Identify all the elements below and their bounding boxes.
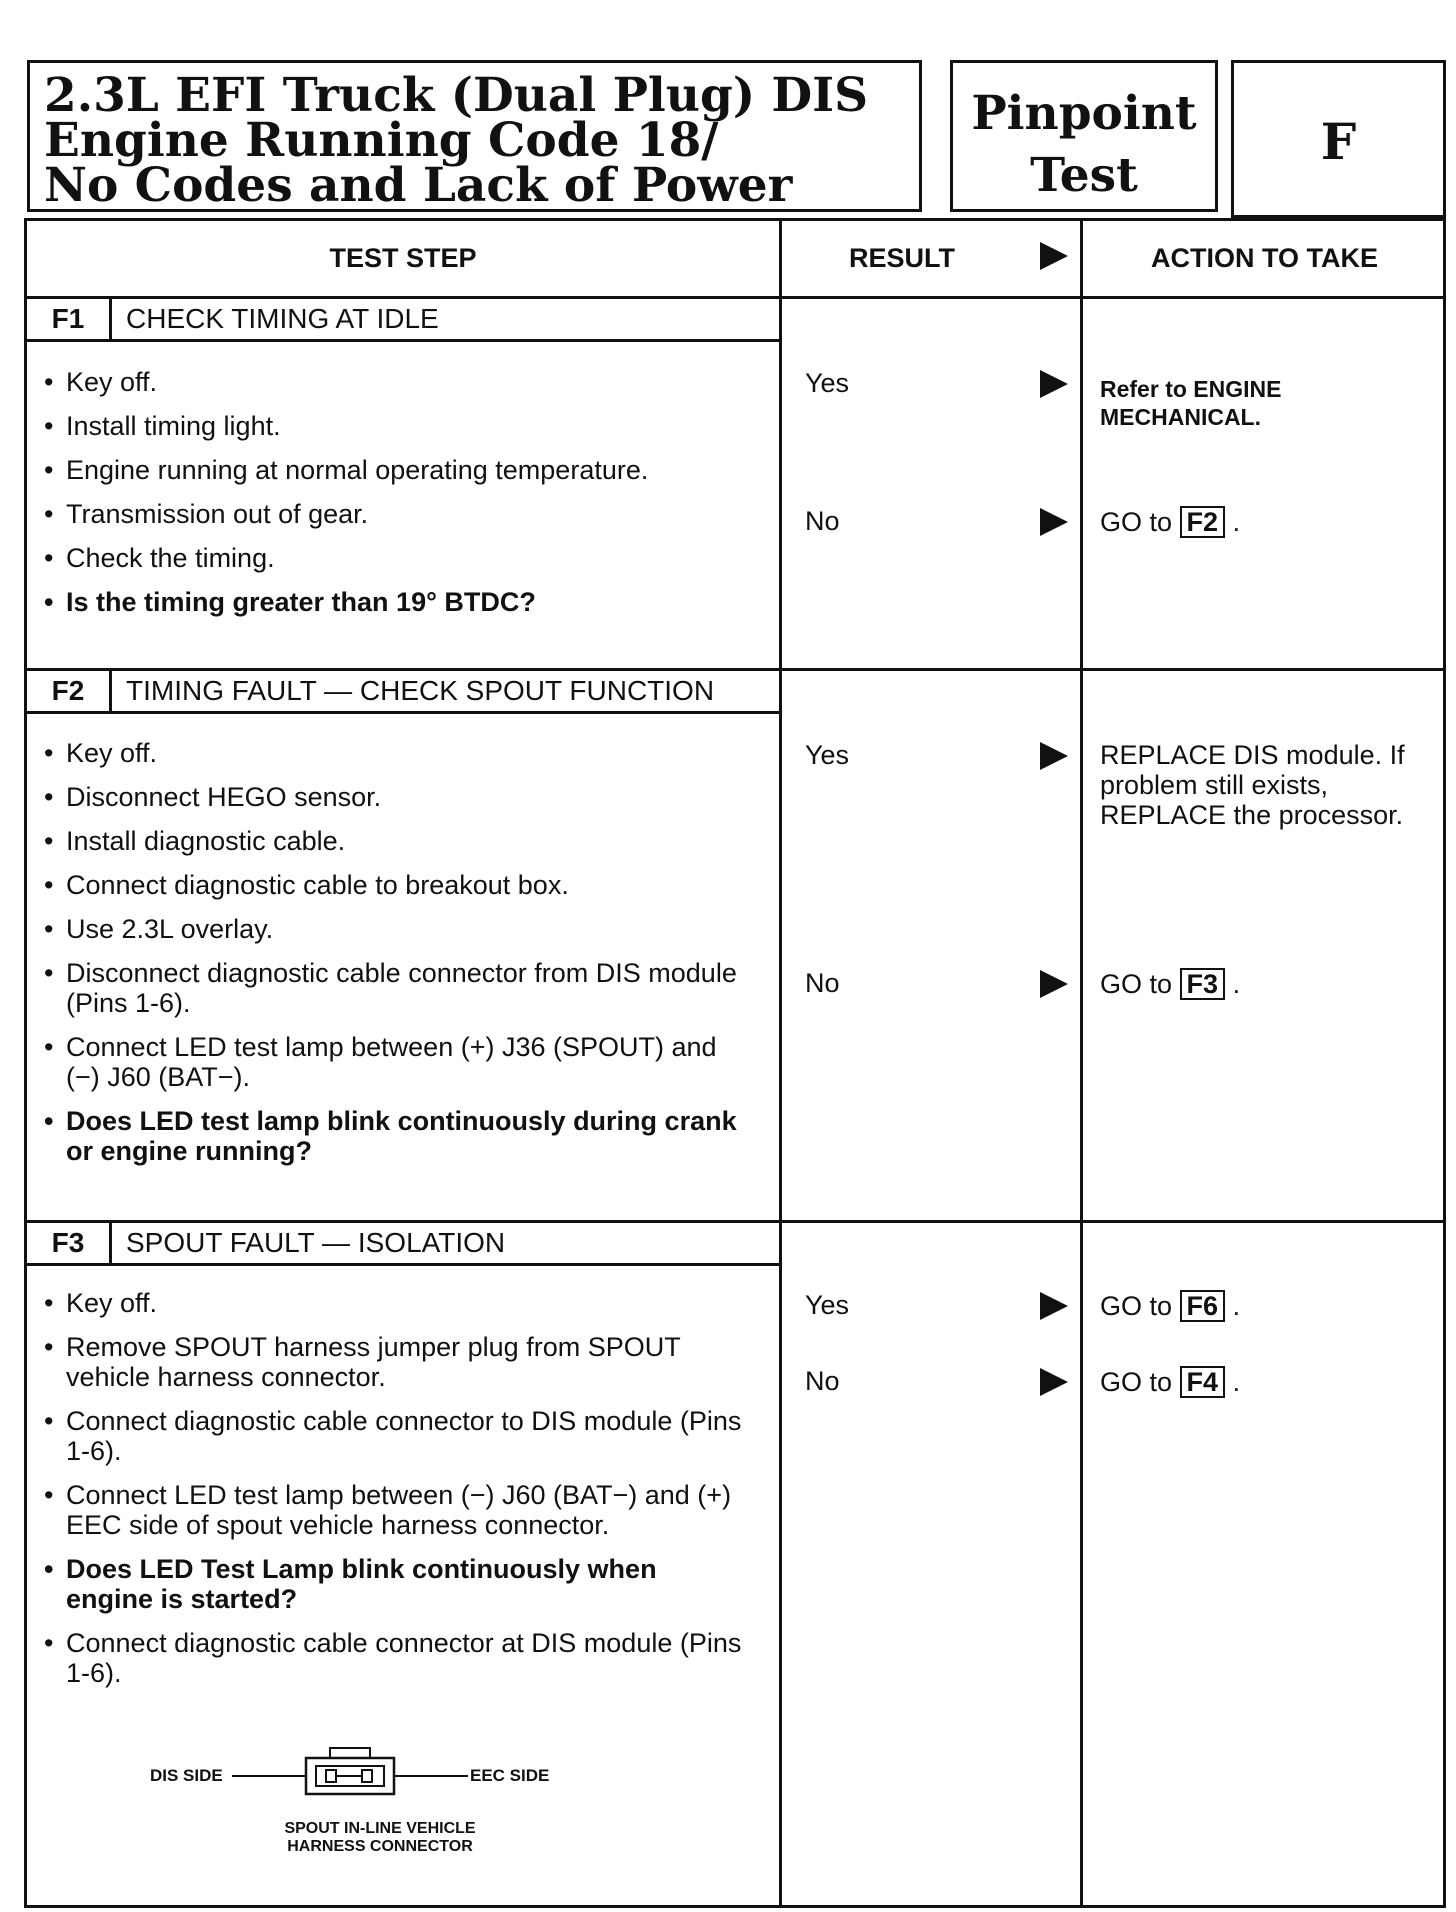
result-no: No [805,968,840,998]
action-go-to: GO to [1100,1367,1173,1397]
action-text: REPLACE DIS module. If problem still exists, REPLACE the processor. [1100,740,1405,830]
action-go-to: GO to [1100,1291,1173,1321]
list-item: • Connect diagnostic cable connector to DIS module (Pins 1-6). [44,1406,749,1466]
title-line-1: 2.3L EFI Truck (Dual Plug) DIS [44,68,869,123]
list-item: • Install timing light. [44,411,749,441]
arrow-icon [1040,1292,1068,1320]
step-label-f3 [27,1223,779,1266]
step-question: • Does LED Test Lamp blink continuously when engine is started? [44,1554,749,1614]
step-name: TIMING FAULT — CHECK SPOUT FUNCTION [126,675,715,706]
list-item: • Transmission out of gear. [44,499,749,529]
result-yes: Yes [805,740,850,770]
action-go-to: GO to [1100,507,1173,537]
arrow-icon [1040,970,1068,998]
list-item: • Engine running at normal operating temperature. [44,455,749,485]
dis-side-label: DIS SIDE [150,1766,223,1785]
column-divider-1 [779,218,782,1908]
action-go-to: GO to [1100,969,1173,999]
action-text: GO to F4 . [1100,1367,1241,1397]
action-text: GO to F2 . [1100,507,1241,537]
list-item: • Remove SPOUT harness jumper plug from SPOUT vehicle harness connector. [44,1332,749,1392]
step-question: • Is the timing greater than 19° BTDC? [44,587,749,617]
step-code: F2 [27,671,112,711]
list-item: • Key off. [44,1288,749,1318]
result-yes: Yes [805,1290,850,1320]
list-item: • Check the timing. [44,543,749,573]
step-ref-f6[interactable]: F6 [1180,1290,1226,1322]
step-question: • Does LED test lamp blink continuously during crank or engine running? [44,1106,749,1166]
caption-line-1: SPOUT IN-LINE VEHICLE [284,1820,476,1837]
result-heading: RESULT [849,243,955,273]
step-label-f2 [27,671,779,714]
action-text: GO to F3 . [1100,969,1241,999]
step-label-f1 [27,299,779,342]
arrow-icon [1040,508,1068,536]
column-divider-2 [1080,218,1083,1908]
caption-line-2: HARNESS CONNECTOR [287,1838,473,1855]
list-item: • Connect LED test lamp between (+) J36 (SPOUT) and (−) J60 (BAT−). [44,1032,749,1092]
step-name: SPOUT FAULT — ISOLATION [126,1227,506,1258]
step-ref-f3[interactable]: F3 [1180,968,1226,1000]
page-title [27,60,922,212]
list-item: • Key off. [44,367,749,397]
list-item: • Connect diagnostic cable connector at DIS module (Pins 1-6). [44,1628,749,1688]
list-item: • Use 2.3L overlay. [44,914,749,944]
title-line-2: Engine Running Code 18/ [44,113,719,168]
arrow-icon [1040,742,1068,770]
step-name: CHECK TIMING AT IDLE [126,303,439,334]
step-code: F1 [27,299,112,339]
connector-diagram [150,1744,570,1804]
test-step-heading: TEST STEP [329,243,477,273]
result-yes: Yes [805,368,850,398]
result-heading-arrow-icon [1040,242,1068,270]
title-line-3: No Codes and Lack of Power [44,158,793,213]
step-ref-f4[interactable]: F4 [1180,1366,1226,1398]
step-list-f1 [44,367,749,631]
diagram-caption [240,1820,520,1856]
pinpoint-test-box [950,60,1218,212]
result-no: No [805,506,840,536]
step-code: F3 [27,1223,112,1263]
list-item: • Connect diagnostic cable to breakout box. [44,870,749,900]
test-letter: F [1231,60,1446,218]
step-ref-f2[interactable]: F2 [1180,506,1226,538]
list-item: • Install diagnostic cable. [44,826,749,856]
arrow-icon [1040,1368,1068,1396]
list-item: • Disconnect HEGO sensor. [44,782,749,812]
action-text: Refer to ENGINE MECHANICAL. [1100,376,1282,430]
test-label: Test [1030,148,1138,203]
list-item: • Key off. [44,738,749,768]
connector-icon [232,1744,468,1804]
action-text: GO to F6 . [1100,1291,1241,1321]
list-item: • Connect LED test lamp between (−) J60 (BAT−) and (+) EEC side of spout vehicle harness connector. [44,1480,749,1540]
step-list-f2 [44,738,749,1180]
list-item: • Disconnect diagnostic cable connector from DIS module (Pins 1-6). [44,958,749,1018]
result-no: No [805,1366,840,1396]
eec-side-label: EEC SIDE [470,1766,550,1785]
action-heading: ACTION TO TAKE [1151,243,1378,273]
step-list-f3 [44,1288,749,1702]
arrow-icon [1040,370,1068,398]
pinpoint-label: Pinpoint [971,86,1197,141]
